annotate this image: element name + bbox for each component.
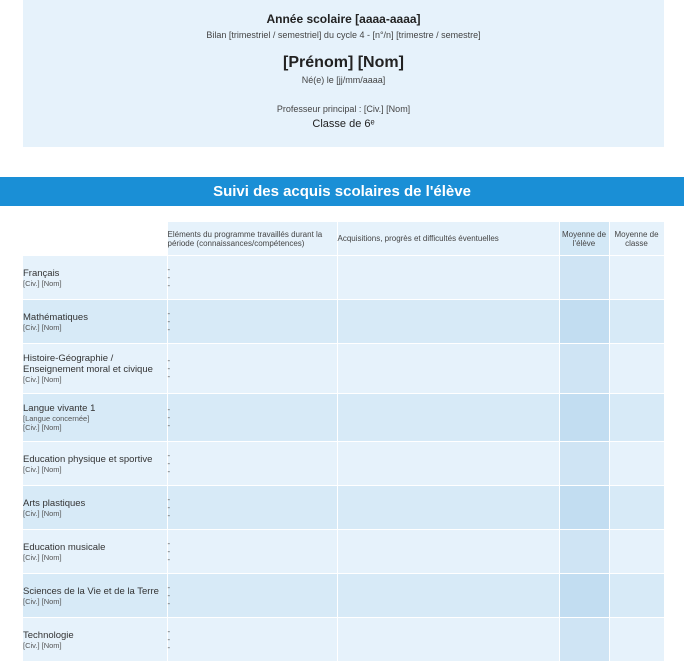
table-row: [23, 344, 664, 394]
elements-cell[interactable]: - - -: [167, 394, 337, 442]
header-avg-classe: Moyenne de classe: [609, 222, 664, 256]
student-average-cell[interactable]: [559, 256, 609, 300]
subject-name: Français: [23, 267, 60, 279]
student-average-cell[interactable]: [559, 618, 609, 662]
main-teacher: Professeur principal : [Civ.] [Nom]: [276, 104, 411, 114]
school-year: Année scolaire [aaaa-aaaa]: [266, 12, 421, 26]
subject-name: Education physique et sportive: [23, 453, 153, 465]
student-header-box: [23, 0, 664, 147]
student-class: Classe de 6ᵉ: [312, 118, 375, 130]
student-average-cell[interactable]: [559, 530, 609, 574]
header-acquisitions: Acquisitions, progrès et difficultés éventuelles: [337, 222, 559, 256]
acquisitions-cell[interactable]: [337, 530, 559, 574]
student-average-cell[interactable]: [559, 574, 609, 618]
acquisitions-cell[interactable]: [337, 618, 559, 662]
subject-cell: [23, 618, 167, 662]
acquisitions-cell[interactable]: [337, 486, 559, 530]
header-blank: [23, 222, 167, 256]
class-average-cell[interactable]: [609, 618, 664, 662]
table-row: [23, 442, 664, 486]
class-average-cell[interactable]: [609, 530, 664, 574]
class-average-cell[interactable]: [609, 344, 664, 394]
table-row: [23, 300, 664, 344]
elements-cell[interactable]: - - -: [167, 574, 337, 618]
subject-cell: [23, 530, 167, 574]
subject-cell: [23, 394, 167, 442]
table-header-row: [23, 222, 664, 256]
class-average-cell[interactable]: [609, 394, 664, 442]
subject-cell: [23, 256, 167, 300]
subject-name: Mathématiques: [23, 311, 88, 323]
table-row: [23, 486, 664, 530]
subject-teacher: [Civ.] [Nom]: [23, 640, 62, 650]
elements-cell[interactable]: - - -: [167, 530, 337, 574]
subject-name: Education musicale: [23, 541, 106, 553]
student-birthdate: Né(e) le [jj/mm/aaaa]: [301, 75, 386, 85]
table-row: [23, 256, 664, 300]
subject-cell: [23, 574, 167, 618]
subject-teacher: [Civ.] [Nom]: [23, 322, 62, 332]
class-average-cell[interactable]: [609, 486, 664, 530]
table-row: [23, 574, 664, 618]
header-avg-eleve: Moyenne de l'élève: [559, 222, 609, 256]
subject-teacher: [Civ.] [Nom]: [23, 278, 62, 288]
elements-cell[interactable]: - - -: [167, 256, 337, 300]
elements-cell[interactable]: - - -: [167, 442, 337, 486]
subject-teacher: [Langue concernée]: [23, 414, 90, 423]
subject-teacher: [Civ.] [Nom]: [23, 423, 62, 432]
table-row: [23, 530, 664, 574]
acquisitions-cell[interactable]: [337, 256, 559, 300]
header-elements: Eléments du programme travaillés durant la période (connaissances/compétences): [167, 222, 337, 256]
acquisitions-cell[interactable]: [337, 574, 559, 618]
class-average-cell[interactable]: [609, 256, 664, 300]
subject-teacher: [Civ.] [Nom]: [23, 464, 62, 474]
elements-cell[interactable]: - - -: [167, 300, 337, 344]
acquisitions-cell[interactable]: [337, 394, 559, 442]
elements-cell[interactable]: - - -: [167, 344, 337, 394]
section-banner: Suivi des acquis scolaires de l'élève: [0, 177, 684, 206]
student-average-cell[interactable]: [559, 300, 609, 344]
student-average-cell[interactable]: [559, 394, 609, 442]
subject-name: Sciences de la Vie et de la Terre: [23, 585, 159, 597]
student-average-cell[interactable]: [559, 344, 609, 394]
subject-name: Technologie: [23, 629, 74, 641]
class-average-cell[interactable]: [609, 442, 664, 486]
subject-cell: [23, 442, 167, 486]
student-name: [Prénom] [Nom]: [283, 54, 404, 71]
subject-teacher: [Civ.] [Nom]: [23, 596, 62, 606]
class-average-cell[interactable]: [609, 574, 664, 618]
report-period: Bilan [trimestriel / semestriel] du cycle 4 - [n°/n] [trimestre / semestre]: [206, 30, 481, 40]
table-row: [23, 394, 664, 442]
subject-name: Langue vivante 1: [23, 403, 96, 414]
class-average-cell[interactable]: [609, 300, 664, 344]
subject-cell: [23, 344, 167, 394]
subject-teacher: [Civ.] [Nom]: [23, 508, 62, 518]
elements-cell[interactable]: - - -: [167, 486, 337, 530]
acquisitions-cell[interactable]: [337, 344, 559, 394]
subject-name: Arts plastiques: [23, 497, 86, 509]
student-average-cell[interactable]: [559, 442, 609, 486]
subject-cell: [23, 486, 167, 530]
subject-teacher: [Civ.] [Nom]: [23, 375, 62, 384]
elements-cell[interactable]: - - -: [167, 618, 337, 662]
table-row: [23, 618, 664, 662]
grades-table: [23, 222, 665, 662]
subject-teacher: [Civ.] [Nom]: [23, 552, 62, 562]
acquisitions-cell[interactable]: [337, 300, 559, 344]
subject-cell: [23, 300, 167, 344]
student-average-cell[interactable]: [559, 486, 609, 530]
subject-name: Histoire-Géographie / Enseignement moral et civique: [23, 353, 153, 375]
acquisitions-cell[interactable]: [337, 442, 559, 486]
